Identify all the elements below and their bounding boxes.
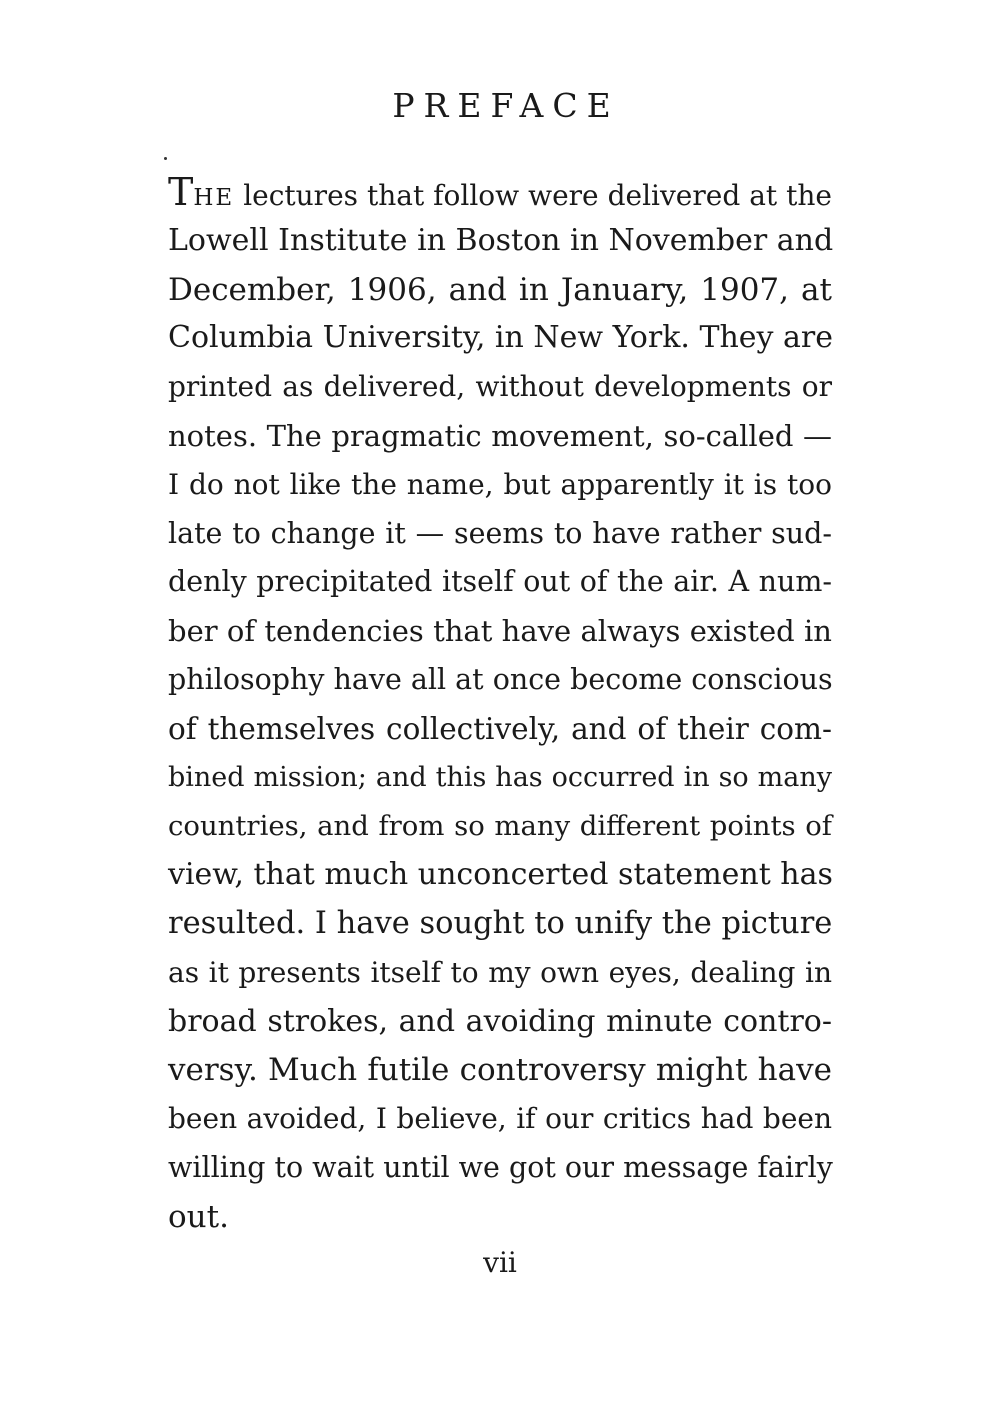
first-line-text: lectures that follow were delivered at the xyxy=(234,179,832,212)
text-line: willing to wait until we got our message fairly xyxy=(168,1150,833,1184)
text-line: I do not like the name, but apparently it is too xyxy=(168,467,832,501)
text-line: December, 1906, and in January, 1907, at xyxy=(168,271,832,308)
text-line: philosophy have all at once become conscious xyxy=(168,662,833,696)
print-speck xyxy=(164,157,167,160)
page-number: vii xyxy=(483,1246,517,1279)
text-line: as it presents itself to my own eyes, dealing in xyxy=(168,955,832,989)
smallcaps-text: HE xyxy=(193,185,235,211)
text-line: Lowell Institute in Boston in November and xyxy=(168,222,834,258)
text-line: been avoided, I believe, if our critics had been xyxy=(168,1102,832,1136)
text-line: view, that much unconcerted statement has xyxy=(168,857,833,893)
text-line: notes. The pragmatic movement, so-called — xyxy=(168,418,832,453)
text-line: versy. Much futile controversy might have xyxy=(168,1052,832,1089)
text-line: Columbia University, in New York. They are xyxy=(168,320,833,356)
preface-paragraph xyxy=(168,168,832,1242)
text-line: printed as delivered, without developments or xyxy=(168,370,832,404)
page-heading: PREFACE xyxy=(392,86,620,125)
text-line-last: out. xyxy=(168,1198,229,1235)
text-line: denly precipitated itself out of the air. A num- xyxy=(168,565,832,599)
text-line: broad strokes, and avoiding minute contro- xyxy=(168,1003,832,1039)
text-line: late to change it — seems to have rather sud- xyxy=(168,516,832,550)
text-line: of themselves collectively, and of their com- xyxy=(168,711,832,746)
text-line: ber of tendencies that have always existed in xyxy=(168,614,832,649)
dropcap-letter: T xyxy=(168,170,194,214)
text-line: resulted. I have sought to unify the picture xyxy=(168,905,833,941)
text-line: bined mission; and this has occurred in so many xyxy=(168,761,832,793)
text-line xyxy=(168,168,832,217)
text-line: countries, and from so many different points of xyxy=(168,810,832,843)
